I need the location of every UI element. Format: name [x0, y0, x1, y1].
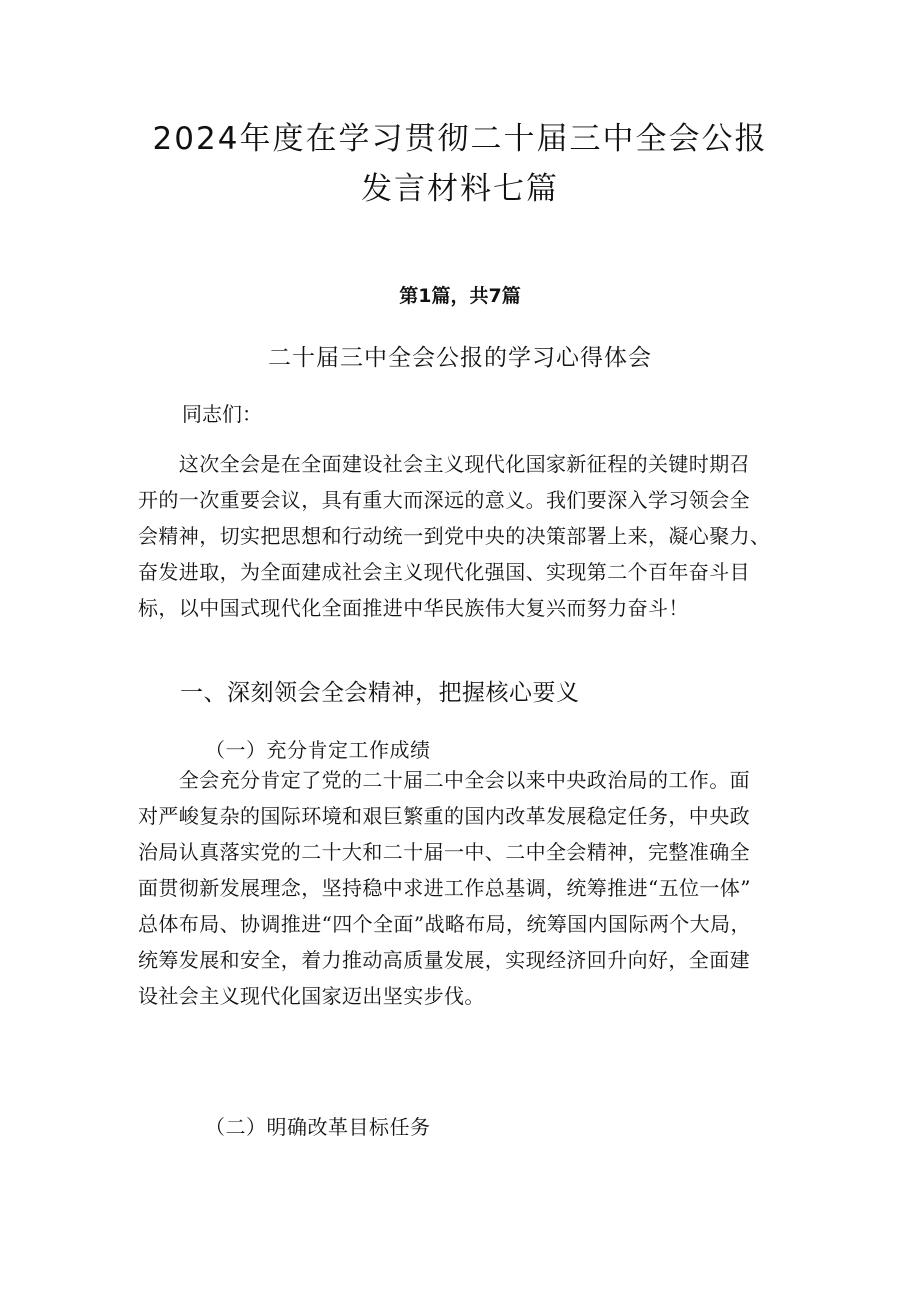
paragraph-line: 设社会主义现代化国家迈出坚实步伐。	[138, 984, 485, 1008]
subsection-heading-1: （一）充分肯定工作成绩	[205, 738, 431, 762]
paragraph-line: 奋发进取，为全面建成社会主义现代化强国、实现第二个百年奋斗目	[138, 560, 750, 584]
subsection-heading-2: （二）明确改革目标任务	[205, 1115, 431, 1139]
paragraph-line: 统筹发展和安全，着力推动高质量发展，实现经济回升向好，全面建	[138, 948, 750, 972]
paragraph-line: 面贯彻新发展理念，坚持稳中求进工作总基调，统筹推进“五位一体”	[138, 876, 751, 900]
paragraph-line: 会精神，切实把思想和行动统一到党中央的决策部署上来，凝心聚力、	[138, 524, 771, 548]
paragraph-line: 治局认真落实党的二十大和二十届一中、二中全会精神，完整准确全	[138, 840, 750, 864]
document-title-line-1: 2024年度在学习贯彻二十届三中全会公报	[152, 121, 768, 157]
paragraph-line: 标，以中国式现代化全面推进中华民族伟大复兴而努力奋斗！	[138, 596, 689, 620]
intro-paragraph	[138, 446, 798, 626]
salutation: 同志们：	[182, 402, 262, 426]
section-heading-1: 一、深刻领会全会精神，把握核心要义	[180, 680, 580, 706]
part-label: 第1篇，共7篇	[399, 285, 521, 307]
subsection-1-paragraph	[138, 762, 798, 1014]
paragraph-line: 全会充分肯定了党的二十届二中全会以来中央政治局的工作。面	[138, 768, 750, 792]
paragraph-line: 这次全会是在全面建设社会主义现代化国家新征程的关键时期召	[138, 452, 750, 476]
paragraph-line: 开的一次重要会议，具有重大而深远的意义。我们要深入学习领会全	[138, 488, 750, 512]
document-title-line-2: 发言材料七篇	[361, 171, 559, 207]
article-subtitle: 二十届三中全会公报的学习心得体会	[268, 345, 652, 371]
paragraph-line: 对严峻复杂的国际环境和艰巨繁重的国内改革发展稳定任务，中央政	[138, 804, 750, 828]
paragraph-line: 总体布局、协调推进“四个全面”战略布局，统筹国内国际两个大局，	[138, 912, 751, 936]
